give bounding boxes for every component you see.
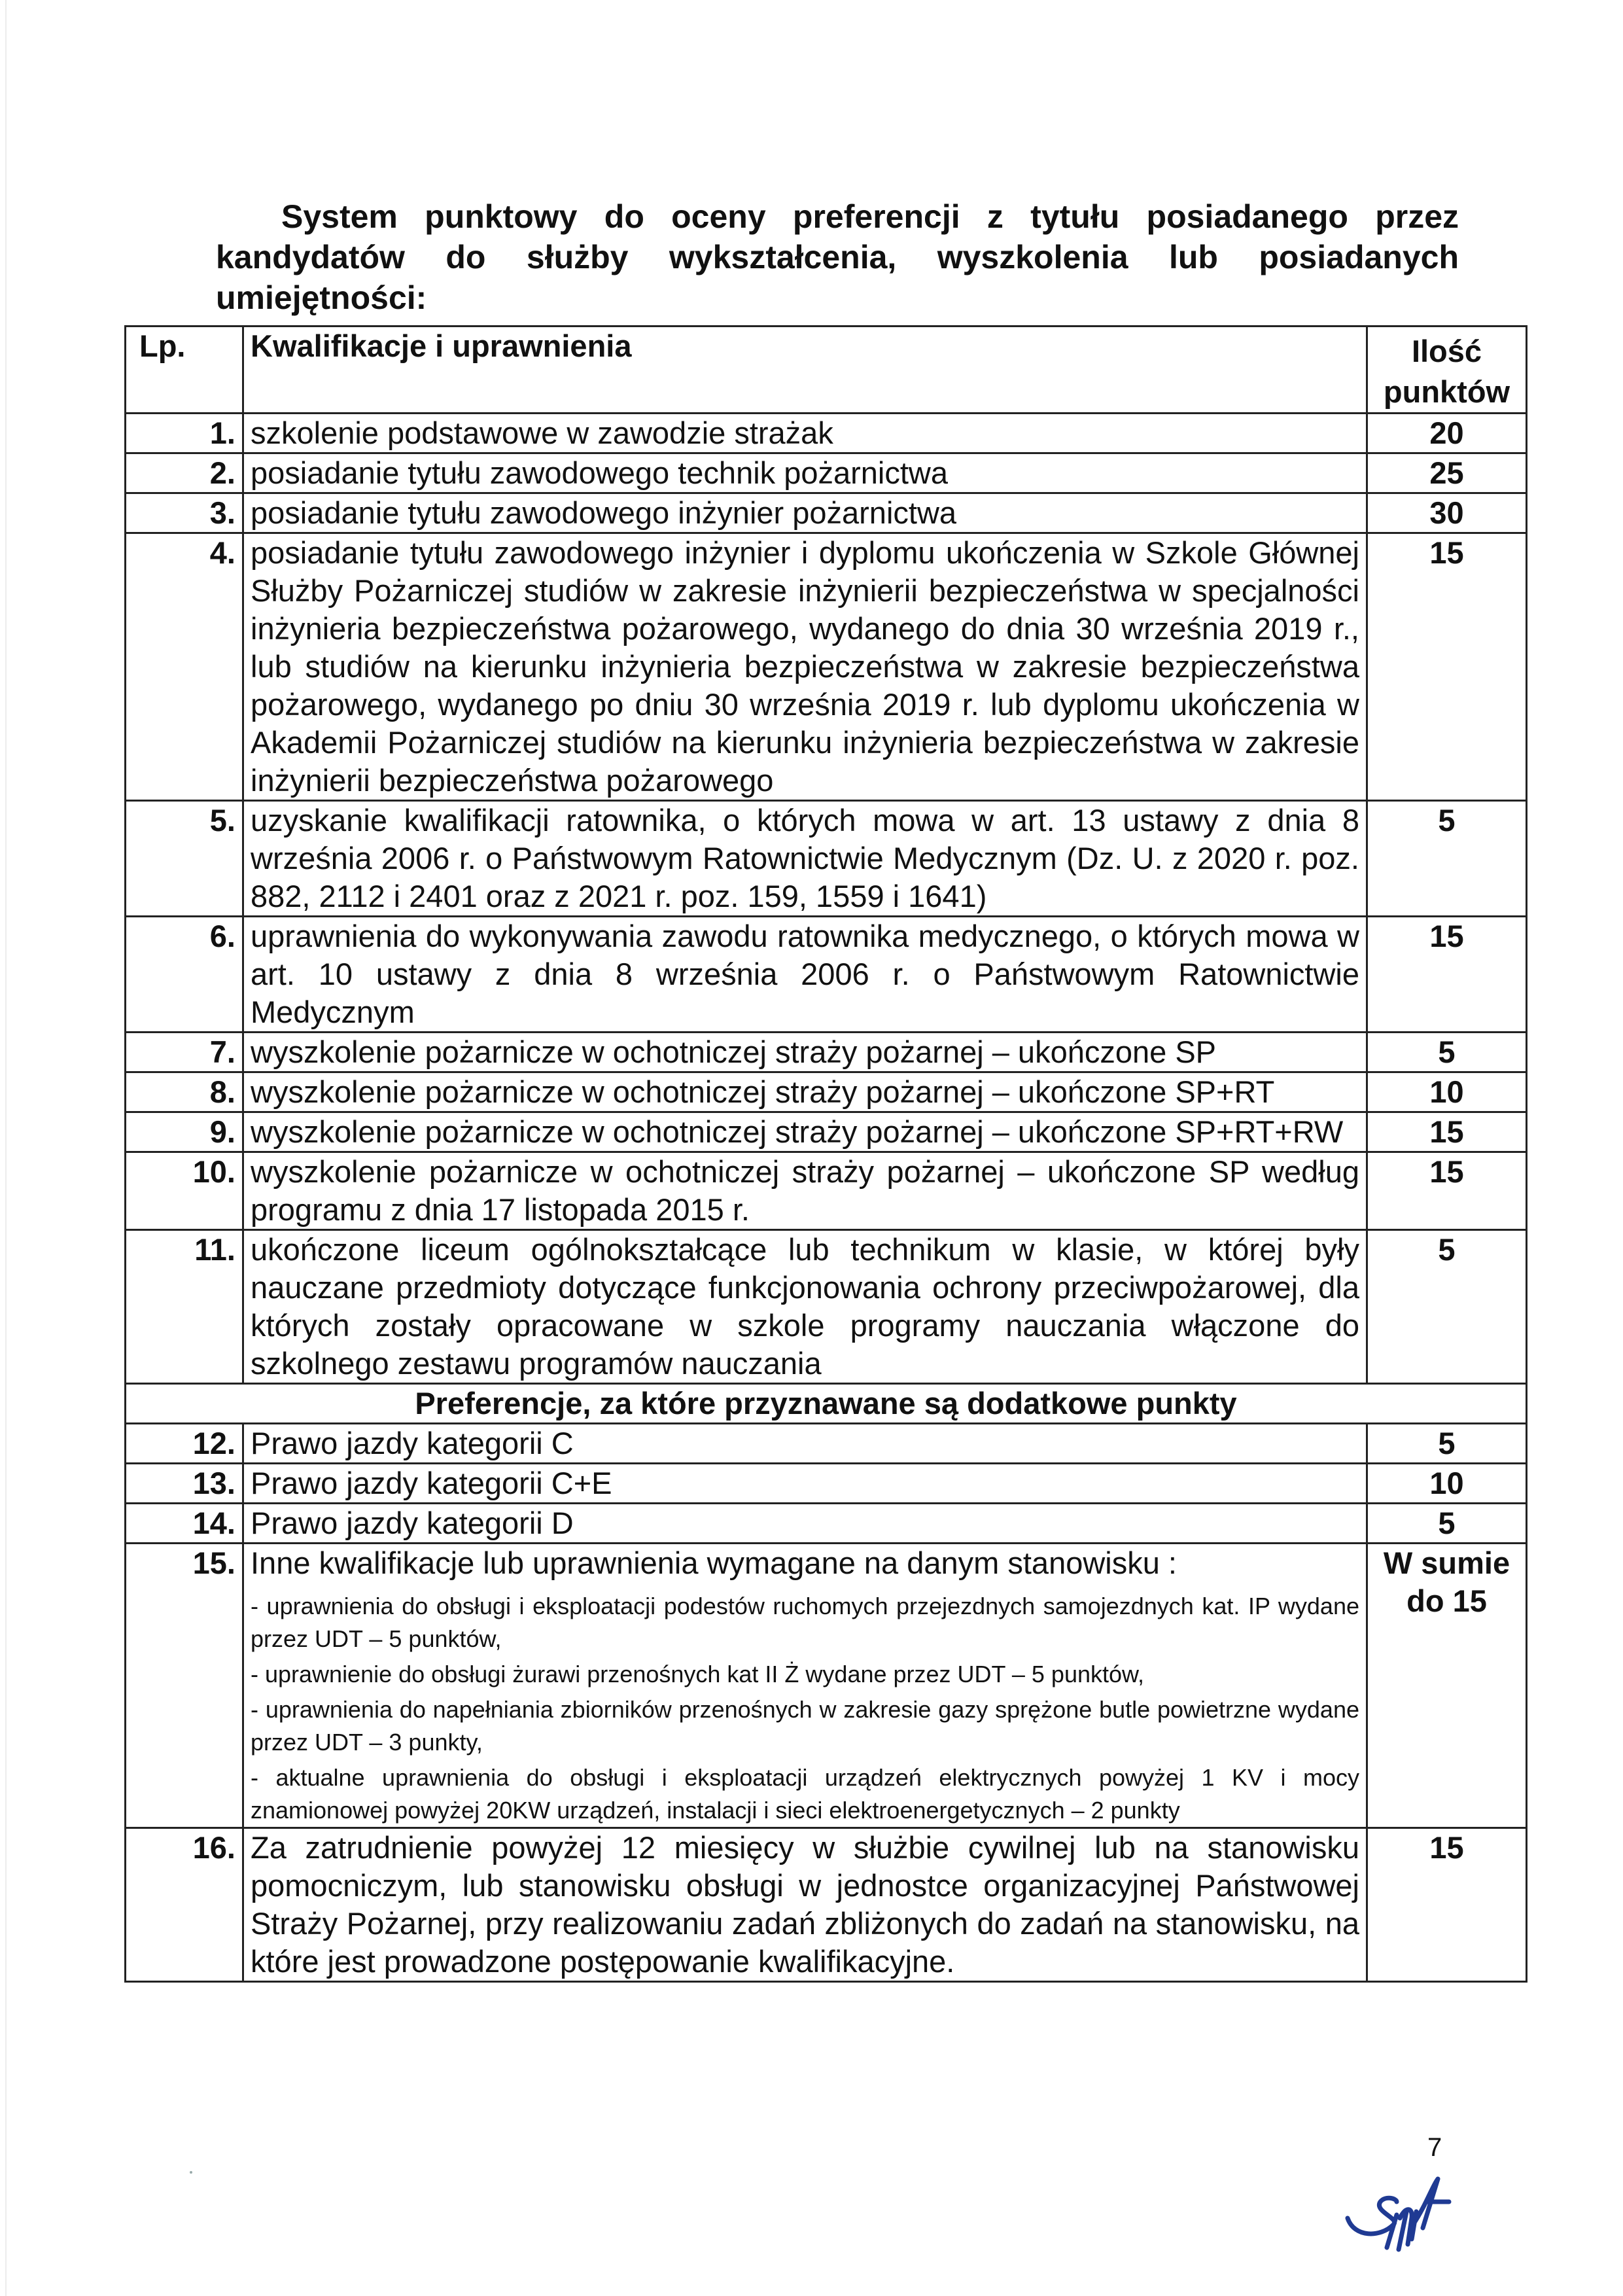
row-points xyxy=(1367,1544,1527,1828)
table-row xyxy=(126,1033,1527,1072)
row-points: 15 xyxy=(1367,1112,1527,1152)
row-text: posiadanie tytułu zawodowego inżynier i dyplomu ukończenia w Szkole Głównej Służby Pożarniczej studiów w zakresie inżynierii bezpieczeństwa w specjalności inżynieria bezpieczeństwa pożarowego, wydanego do dnia 30 września 2019 r., lub studiów na kierunku inżynieria bezpieczeństwa w zakresie bezpieczeństwa pożarowego, wydanego po dniu 30 września 2019 r. lub dyplomu ukończenia w Akademii Pożarniczej studiów na kierunku inżynieria bezpieczeństwa w zakresie inżynierii bezpieczeństwa pożarowego xyxy=(243,533,1367,801)
signature-icon xyxy=(1335,2166,1465,2257)
table-row xyxy=(126,1152,1527,1230)
points-line-2: do 15 xyxy=(1406,1583,1487,1618)
table-row xyxy=(126,1464,1527,1504)
table-row xyxy=(126,1072,1527,1112)
header-points-line: Ilość xyxy=(1411,334,1482,368)
row-number: 11. xyxy=(126,1230,243,1384)
table-row xyxy=(126,493,1527,533)
row-text: posiadanie tytułu zawodowego inżynier pożarnictwa xyxy=(243,493,1367,533)
row-text xyxy=(243,1544,1367,1828)
row-number: 16. xyxy=(126,1828,243,1982)
row-number: 4. xyxy=(126,533,243,801)
row-text: szkolenie podstawowe w zawodzie strażak xyxy=(243,414,1367,453)
page-edge xyxy=(5,0,7,2296)
row-points: 10 xyxy=(1367,1464,1527,1504)
row-text: ukończone liceum ogólnokształcące lub technikum w klasie, w której były nauczane przedmioty dotyczące funkcjonowania ochrony przeciwpożarowej, dla których zostały opracowane w szkole programy nauczania włączone do szkolnego zestawu programów nauczania xyxy=(243,1230,1367,1384)
row-number: 2. xyxy=(126,453,243,493)
table-row xyxy=(126,917,1527,1033)
table-row xyxy=(126,453,1527,493)
table-row xyxy=(126,1544,1527,1828)
row-number: 8. xyxy=(126,1072,243,1112)
row-number: 6. xyxy=(126,917,243,1033)
row-points: 10 xyxy=(1367,1072,1527,1112)
points-table xyxy=(124,325,1527,1983)
row-points: 5 xyxy=(1367,1033,1527,1072)
row-number: 7. xyxy=(126,1033,243,1072)
header-points-line: punktów xyxy=(1383,374,1510,409)
row-points: 15 xyxy=(1367,917,1527,1033)
row-points: 25 xyxy=(1367,453,1527,493)
row-number: 15. xyxy=(126,1544,243,1828)
row-text: uprawnienia do wykonywania zawodu ratownika medycznego, o których mowa w art. 10 ustawy z dnia 8 września 2006 r. o Państwowym Ratownictwie Medycznym xyxy=(243,917,1367,1033)
section-header-row xyxy=(126,1384,1527,1424)
row-text: wyszkolenie pożarnicze w ochotniczej straży pożarnej – ukończone SP+RT+RW xyxy=(243,1112,1367,1152)
row-points: 5 xyxy=(1367,1230,1527,1384)
row-text: Prawo jazdy kategorii D xyxy=(243,1504,1367,1544)
row-lead-text: Inne kwalifikacje lub uprawnienia wymagane na danym stanowisku : xyxy=(251,1545,1177,1580)
row-text: posiadanie tytułu zawodowego technik pożarnictwa xyxy=(243,453,1367,493)
row-text: uzyskanie kwalifikacji ratownika, o których mowa w art. 13 ustawy z dnia 8 września 2006 r. o Państwowym Ratownictwie Medycznym (Dz. U. z 2020 r. poz. 882, 2112 i 2401 oraz z 2021 r. poz. 159, 1559 i 1641) xyxy=(243,801,1367,917)
table-row xyxy=(126,414,1527,453)
document-title xyxy=(216,196,1459,318)
header-points xyxy=(1367,327,1527,414)
table-header-row xyxy=(126,327,1527,414)
section-header: Preferencje, za które przyznawane są dodatkowe punkty xyxy=(126,1384,1527,1424)
table-row xyxy=(126,1424,1527,1464)
points-line-1: W sumie xyxy=(1383,1545,1510,1580)
table-row xyxy=(126,533,1527,801)
table-row xyxy=(126,1112,1527,1152)
row-text: Za zatrudnienie powyżej 12 miesięcy w służbie cywilnej lub na stanowisku pomocniczym, lub stanowisku obsługi w jednostce organizacyjnej Państwowej Straży Pożarnej, przy realizowaniu zadań zbliżonych do zadań na stanowisku, na które jest prowadzone postępowanie kwalifikacyjne. xyxy=(243,1828,1367,1982)
title-text: System punktowy do oceny preferencji z tytułu posiadanego przez kandydatów do służby wykształcenia, wyszkolenia lub posiadanych umiejętności: xyxy=(216,198,1459,316)
row-text: wyszkolenie pożarnicze w ochotniczej straży pożarnej – ukończone SP xyxy=(243,1033,1367,1072)
subitem: - aktualne uprawnienia do obsługi i eksploatacji urządzeń elektrycznych powyżej 1 KV i mocy znamionowej powyżej 20KW urządzeń, instalacji i sieci elektroenergetycznych – 2 punkty xyxy=(251,1764,1359,1824)
row-text: Prawo jazdy kategorii C xyxy=(243,1424,1367,1464)
row-points: 20 xyxy=(1367,414,1527,453)
table-row xyxy=(126,801,1527,917)
subitem: - uprawnienie do obsługi żurawi przenośnych kat II Ż wydane przez UDT – 5 punktów, xyxy=(251,1661,1145,1687)
header-qualification: Kwalifikacje i uprawnienia xyxy=(243,327,1367,414)
row-text: Prawo jazdy kategorii C+E xyxy=(243,1464,1367,1504)
row-number: 10. xyxy=(126,1152,243,1230)
row-number: 3. xyxy=(126,493,243,533)
row-number: 9. xyxy=(126,1112,243,1152)
subitem: - uprawnienia do obsługi i eksploatacji podestów ruchomych przejezdnych samojezdnych kat. IP wydane przez UDT – 5 punktów, xyxy=(251,1593,1359,1652)
row-points: 5 xyxy=(1367,801,1527,917)
scan-speck xyxy=(190,2171,192,2174)
row-points: 5 xyxy=(1367,1504,1527,1544)
row-number: 14. xyxy=(126,1504,243,1544)
row-points: 15 xyxy=(1367,533,1527,801)
row-text: wyszkolenie pożarnicze w ochotniczej straży pożarnej – ukończone SP+RT xyxy=(243,1072,1367,1112)
header-lp: Lp. xyxy=(126,327,243,414)
table-row xyxy=(126,1828,1527,1982)
page-number: 7 xyxy=(1427,2133,1442,2162)
row-text: wyszkolenie pożarnicze w ochotniczej straży pożarnej – ukończone SP według programu z dnia 17 listopada 2015 r. xyxy=(243,1152,1367,1230)
row-points: 5 xyxy=(1367,1424,1527,1464)
row-number: 13. xyxy=(126,1464,243,1504)
row-points: 15 xyxy=(1367,1152,1527,1230)
subitem: - uprawnienia do napełniania zbiorników przenośnych w zakresie gazy sprężone butle powietrzne wydane przez UDT – 3 punkty, xyxy=(251,1696,1359,1756)
row-points: 15 xyxy=(1367,1828,1527,1982)
row-number: 1. xyxy=(126,414,243,453)
row-points: 30 xyxy=(1367,493,1527,533)
table-row xyxy=(126,1504,1527,1544)
row-number: 12. xyxy=(126,1424,243,1464)
row-number: 5. xyxy=(126,801,243,917)
table-row xyxy=(126,1230,1527,1384)
